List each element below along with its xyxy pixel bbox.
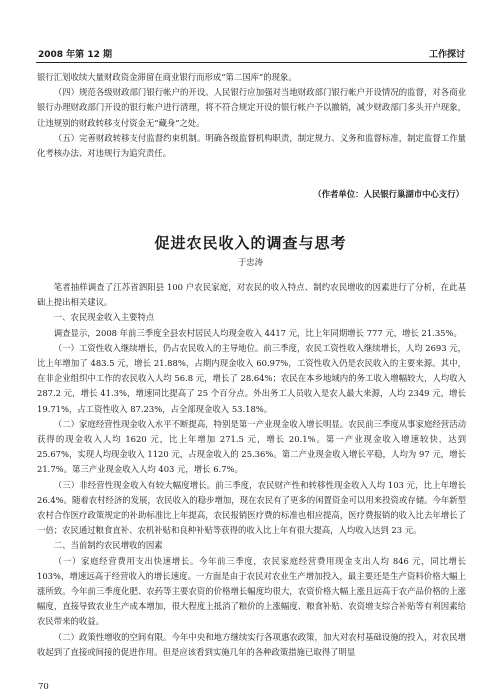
paragraph: 银行汇划收续大量财政资金滞留在商业银行而形成“第二国库”的现象。 [37, 72, 297, 82]
article-title: 促进农民收入的调查与思考 [154, 234, 347, 252]
paragraph: 笔者抽样调查了江苏省泗阳县 100 户农民家庭，对农民的收入特点、制约农民增收的因素进行了分析，在此基础上提出相关建议。 [37, 282, 466, 308]
paragraph: （一）工资性收入继续增长，仍占农民收入的主导地位。前三季度，农民工资性收入继续增长，人均 2693 元，比上年增加了 483.5 元，增长 21.88%，占期内现金收入 60.97%，工资性收入仍是农民收入的主要来源。其中，在非企业组织中工作的农民收入人均 56.8 元，增长了 28.64%；农民在本乡地域内的务工收入增幅较大，人均收入 287.2 元，增长 41.3%，增速同比提高了 25 个百分点。外出务工人员收入是农人最大来源，人均 2349 元，增长 19.71%，占工资性收入 87.23%，占全部现金收入 53.18%。 [37, 342, 466, 414]
header-rule [36, 62, 467, 63]
section-heading: 二、当前制约农民增收的因素 [53, 540, 163, 551]
paragraph: （五）完善财政转移支付监督约束机制。明确各级监督机构职责，制定规力、义务和监督标准，制定监督工作量化考核办法、对违规行为追究责任。 [37, 132, 466, 159]
paragraph: （二）家庭经营性现金收入水平不断提高，特别是第一产业现金收入增长明显。农民前三季度从事家庭经营活动获得的现金收入人均 1620 元，比上年增加 271.5 元，增长 20.1%。第一产业现金收入增速较快，达到 25.67%，实现人均现金收入 1120 元，占现金收入的 25.36%。第二产业现金收入增长平稳，人均为 97 元，增长 21.7%。第三产业现金收入人均 403 元，增长 6.7%。 [37, 418, 466, 475]
article-author: 于忠涛 [237, 257, 264, 267]
paragraph: （二）政策性增收的空间有限。今年中央和地方继续实行各项惠农政策，加大对农村基础设施的投入，对农民增收起到了直接或间接的促进作用。但是应该看到实施几年的各种政策措施已取得了明显 [37, 631, 466, 657]
section-label: 工作探讨 [428, 50, 465, 60]
section-heading: 一、农民现金收入主要特点 [53, 312, 155, 323]
paragraph: （四）规范各级财政部门银行帐户的开设。人民银行应加强对当地财政部门银行帐户开设情况的监督，对各商业银行办理财政部门开设的银行帐户进行清理，将不符合规定开设的银行帐户予以撤销，减少财政部门多头开户现象，让违规别的财政转移支付资金无“藏身”之处。 [37, 87, 466, 128]
author-affiliation: （作者单位：人民银行巢湖市中心支行） [313, 189, 464, 199]
paragraph: （三）非经营性现金收入有较大幅度增长。前三季度，农民财产性和转移性现金收入人均 103 元，比上年增长 26.4%。随着农村经济的发展，农民收入的稳步增加，现在农民有了更多的闲置资金可以用来投资或存储。今年新型农村合作医疗政策规定的补助标准比上年提高，农民报销医疗费的标准也相应提高，医疗费报销的收入比去年增长了一倍；农民通过粮食直补、农机补贴和良种补贴等获得的收入比上年有很大提高，人均收入达到 23 元。 [37, 479, 466, 536]
paragraph: 调查显示，2008 年前三季度全县农村居民人均现金收入 4417 元，比上年同期增长 777 元，增长 21.35%。 [53, 327, 462, 338]
page-number: 70 [38, 682, 49, 692]
body-text-block [37, 280, 466, 660]
issue-label: 2008 年第 12 期 [38, 50, 112, 60]
top-text-block [37, 70, 466, 161]
paragraph: （一）家庭经营费用支出快速增长。今年前三季度，农民家庭经营费用现金支出人均 846 元，同比增长 103%，增速远高于经营收入的增长速度。一方面是由于农民对农业生产增加投入，最主要还是生产资料价格大幅上涨所致。今年前三季度化肥、农药等主要农资的价格增长幅度均很大，农资价格大幅上涨且远高于农产品价格的上涨幅度，直接导致农业生产成本增加，很大程度上抵消了粮价的上涨幅度、粮食补贴、农资增支综合补贴等有利因素给农民带来的收益。 [37, 555, 466, 627]
